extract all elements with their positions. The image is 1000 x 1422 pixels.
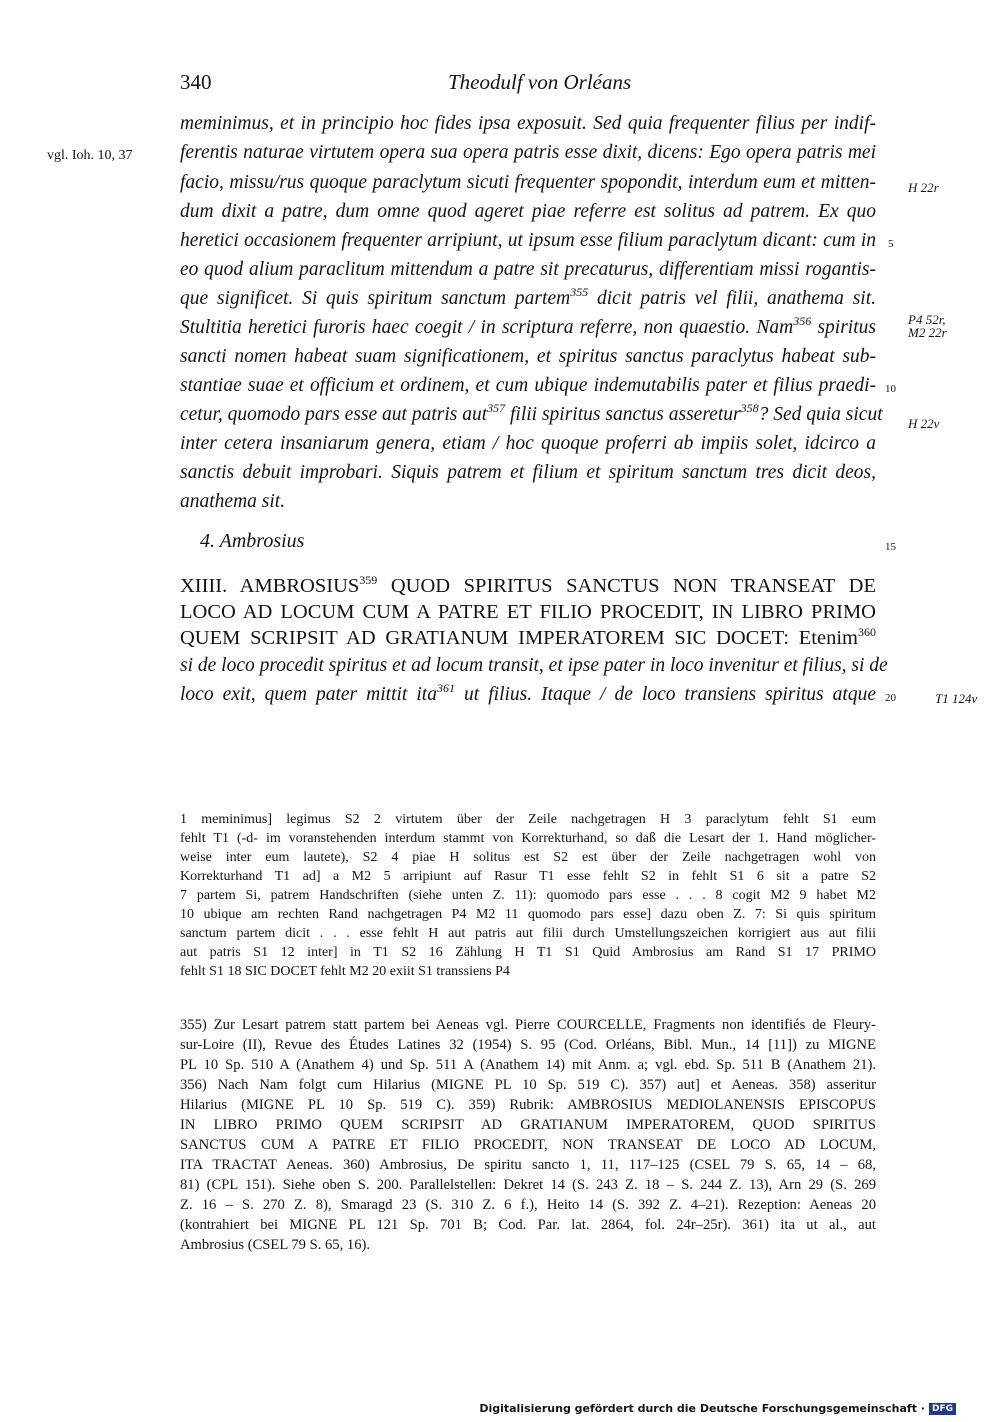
dfg-logo: DFG — [929, 1403, 956, 1415]
digitization-footer — [479, 1402, 956, 1415]
text-line: facio, missu/rus quoque paraclytum sicuti frequenter spopondit, interdum eum et mitten- — [180, 172, 876, 193]
footnote-line: (kontrahiert bei MIGNE PL 121 Sp. 701 B; Cod. Par. lat. 2864, fol. 24r–25r). 361) ita ut al., aut — [180, 1217, 876, 1233]
apparatus-line: weise inter eum lautete), S2 4 piae H solitus est S2 est über der Zeile nachgetragen wohl von — [180, 850, 876, 865]
margin-ref-h22v: H 22v — [908, 416, 940, 431]
footnote-line: 81) (CPL 151). Siehe oben S. 200. Parallelstellen: Dekret 14 (S. 243 Z. 18 – S. 244 Z. 13), Arn 29 (S. 269 — [180, 1177, 876, 1193]
footer-text: Digitalisierung gefördert durch die Deutsche Forschungsgemeinschaft · — [479, 1402, 925, 1415]
text-line: loco exit, quem pater mittit ita$^{361}$ ut filius. Itaque / de loco transiens spiritus atque — [180, 681, 876, 705]
footnote-line: PL 10 Sp. 510 A (Anathem 4) und Sp. 511 A (Anathem 14) mit Anm. a; vgl. ebd. Sp. 511 B (Anathem 21). — [180, 1057, 876, 1073]
text-line: Stultitia heretici furoris haec coegit / in scriptura referre, non quaestio. Nam$^{356}$ spiritus — [180, 314, 876, 338]
footnote-ref[interactable]: 356 — [793, 314, 812, 328]
margin-ref-p4: P4 52r, — [908, 312, 946, 327]
margin-ref-m2: M2 22r — [908, 325, 947, 340]
text-line: eo quod alium paraclitum mittendum a patre sit precaturus, differentiam missi rogantis- — [180, 259, 876, 280]
section-heading: 4. Ambrosius — [200, 530, 305, 552]
footnote-ref[interactable]: 360 — [858, 625, 876, 639]
page-number: 340 — [180, 70, 212, 94]
footnote-line: sur-Loire (II), Revue des Études Latines 32 (1954) S. 95 (Cod. Orléans, Bibl. Mun., 14 [11]) zu MIGNE — [180, 1037, 876, 1053]
text-line: que significet. Si quis spiritum sanctum partem$^{355}$ dicit patris vel filii, anathema sit. — [180, 285, 876, 309]
footnote-line: IN LIBRO PRIMO QUEM SCRIPSIT AD GRATIANUM IMPERATOREM, QUOD SPIRITUS — [180, 1117, 876, 1133]
text-line: ferentis naturae virtutem opera sua opera patris esse dixit, dicens: Ego opera patris mei — [180, 142, 876, 163]
text-line: cetur, quomodo pars esse aut patris aut$^{357}$ filii spiritus sanctus asseretur$^{358}$? Sed quia sicut — [180, 401, 883, 425]
margin-ref-left: vgl. Ioh. 10, 37 — [47, 148, 133, 163]
apparatus-line: sanctum partem dicit . . . esse fehlt H aut patris aut filii durch Umstellungszeichen korrigiert aus aut filii — [180, 926, 876, 941]
rubric-line: XIIII. AMBROSIUS$^{359}$ QUOD SPIRITUS SANCTUS NON TRANSEAT DE — [180, 573, 876, 597]
margin-ref-t1: T1 124v — [935, 691, 978, 706]
footnote-ref[interactable]: 355 — [570, 285, 589, 299]
footnote-line: Z. 16 – S. 270 Z. 8), Smaragd 23 (S. 310 Z. 6 f.), Heito 14 (S. 392 Z. 4–21). Rezeption: Aeneas 20 — [180, 1197, 876, 1213]
running-title: Theodulf von Orléans — [448, 70, 632, 94]
line-number: 5 — [888, 238, 894, 250]
footnote-line: Ambrosius (CSEL 79 S. 65, 16). — [180, 1237, 370, 1253]
footnote-ref[interactable]: 357 — [487, 401, 506, 415]
footnote-line: ITA TRACTAT Aeneas. 360) Ambrosius, De spiritu sancto 1, 11, 117–125 (CSEL 79 S. 65, 14 – 68, — [180, 1157, 876, 1173]
text-line: stantiae suae et officium et ordinem, et cum ubique indemutabilis pater et filius praedi- — [180, 375, 876, 396]
text-line: si de loco procedit spiritus et ad locum transit, et ipse pater in loco invenitur et filius, si de — [180, 655, 888, 676]
text-line: sanctis debuit improbari. Siquis patrem et filium et spiritum sanctum tres dicit deos, — [180, 462, 876, 483]
text-line: meminimus, et in principio hoc fides ipsa exposuit. Sed quia frequenter filius per indif- — [180, 113, 876, 134]
margin-ref-h22r: H 22r — [908, 180, 939, 195]
footnote-line: Hilarius (MIGNE PL 10 Sp. 519 C). 359) Rubrik: AMBROSIUS MEDIOLANENSIS EPISCOPUS — [180, 1097, 876, 1113]
footnote-ref[interactable]: 359 — [359, 573, 378, 587]
apparatus-line: 7 partem Si, patrem Handschriften (siehe unten Z. 11): quomodo pars esse . . . 8 cogit M2 9 habet M2 — [180, 888, 876, 903]
footnote-line: 356) Nach Nam folgt cum Hilarius (MIGNE PL 10 Sp. 519 C). 357) aut] et Aeneas. 358) asseritur — [180, 1077, 876, 1093]
apparatus-line: aut patris S1 12 inter] in T1 S2 16 Zählung H T1 S1 Quid Ambrosius am Rand S1 17 PRIMO — [180, 945, 876, 960]
text-line: sancti nomen habeat suam significationem, et spiritus sanctus paraclytus habeat sub- — [180, 346, 876, 367]
footnote-ref[interactable]: 361 — [436, 681, 455, 695]
line-number: 15 — [885, 541, 896, 553]
apparatus-line: Korrekturhand T1 ad] a M2 5 arripiunt auf Rasur T1 esse fehlt S2 in fehlt S1 6 sit a patre S2 — [180, 869, 876, 884]
text-line: heretici occasionem frequenter arripiunt, ut ipsum esse filium paraclytum dicant: cum in — [180, 230, 876, 251]
footnote-line: SANCTUS CUM A PATRE ET FILIO PROCEDIT, NON TRANSEAT DE LOCO AD LOCUM, — [180, 1137, 876, 1153]
text-line: dum dixit a patre, dum omne quod ageret piae referre est solitus ad patrem. Ex quo — [180, 201, 876, 222]
apparatus-line: fehlt S1 18 SIC DOCET fehlt M2 20 exiit S1 transsiens P4 — [180, 964, 510, 979]
apparatus-line: 1 meminimus] legimus S2 2 virtutem über der Zeile nachgetragen H 3 paraclytum fehlt S1 eum — [180, 812, 876, 827]
apparatus-line: fehlt T1 (-d- im voranstehenden interdum stammt von Korrekturhand, so daß die Lesart der 1. Hand möglicher- — [180, 831, 876, 846]
line-number: 20 — [885, 692, 896, 704]
text-line: anathema sit. — [180, 491, 286, 512]
apparatus-line: 10 ubique am rechten Rand nachgetragen P4 M2 11 quomodo pars esse] dazu oben Z. 7: Si quis spiritum — [180, 907, 876, 922]
line-number: 10 — [885, 383, 896, 395]
text-line: inter cetera insaniarum genera, etiam / hoc quoque proferri ab impiis solet, idcirco a — [180, 433, 876, 454]
rubric-line: QUEM SCRIPSIT AD GRATIANUM IMPERATOREM SIC DOCET: Etenim$^{360}$ — [180, 625, 876, 649]
footnote-ref[interactable]: 358 — [740, 401, 759, 415]
footnote-line: 355) Zur Lesart patrem statt partem bei Aeneas vgl. Pierre COURCELLE, Fragments non identifiés de Fleury- — [180, 1017, 876, 1033]
rubric-line: LOCO AD LOCUM CUM A PATRE ET FILIO PROCEDIT, IN LIBRO PRIMO — [180, 601, 876, 623]
